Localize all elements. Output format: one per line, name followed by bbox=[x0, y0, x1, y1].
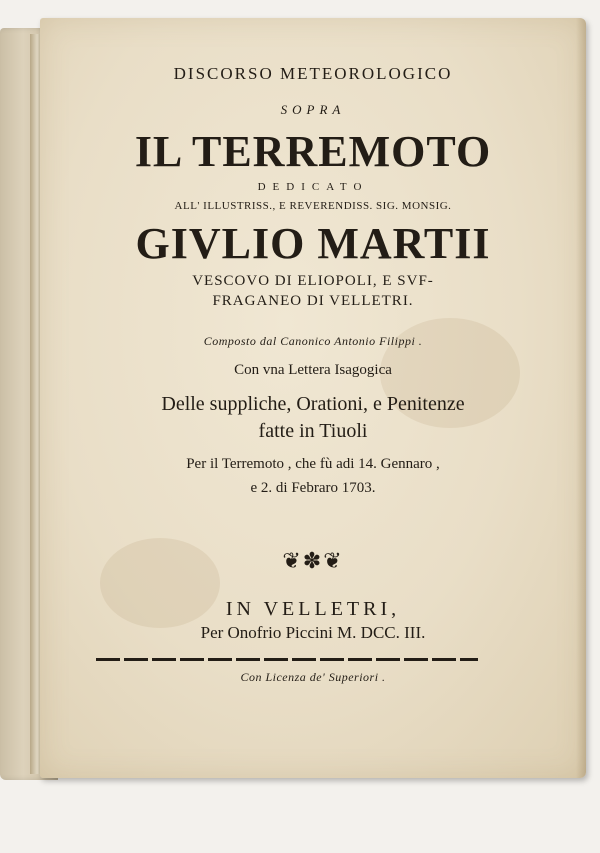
main-title: IL TERREMOTO bbox=[134, 127, 492, 176]
letter-line: Con vna Lettera Isagogica bbox=[234, 362, 392, 378]
printer-ornament-icon: ❦✽❦ bbox=[282, 548, 344, 573]
imprint-printer: Per Onofrio Piccini M. DCC. III. bbox=[200, 623, 426, 642]
supplications-line-2: fatte in Tiuoli bbox=[258, 420, 368, 442]
bishop-line-2: FRAGANEO DI VELLETRI. bbox=[212, 293, 414, 309]
dedicato-text: DEDICATO bbox=[257, 181, 369, 193]
sopra-text: SOPRA bbox=[280, 102, 346, 117]
bishop-line-1: VESCOVO DI ELIOPOLI, E SVF- bbox=[192, 273, 434, 289]
dedicatee-name: GIVLIO MARTII bbox=[135, 219, 491, 268]
dedication-line: ALL' ILLUSTRISS., E REVERENDISS. SIG. MONSIG. bbox=[174, 200, 452, 212]
divider-rule bbox=[96, 658, 478, 661]
imprint-place: IN VELLETRI, bbox=[225, 598, 401, 620]
supplications-line-1: Delle suppliche, Orationi, e Penitenze bbox=[161, 393, 465, 415]
heading: DISCORSO METEOROLOGICO bbox=[173, 64, 453, 83]
title-page bbox=[40, 18, 586, 778]
earthquake-line-1: Per il Terremoto , che fù adi 14. Gennaro , bbox=[186, 456, 440, 472]
license-line: Con Licenza de' Superiori . bbox=[240, 670, 386, 684]
author-line: Composto dal Canonico Antonio Filippi . bbox=[203, 334, 423, 348]
earthquake-line-2: e 2. di Febraro 1703. bbox=[250, 480, 376, 496]
